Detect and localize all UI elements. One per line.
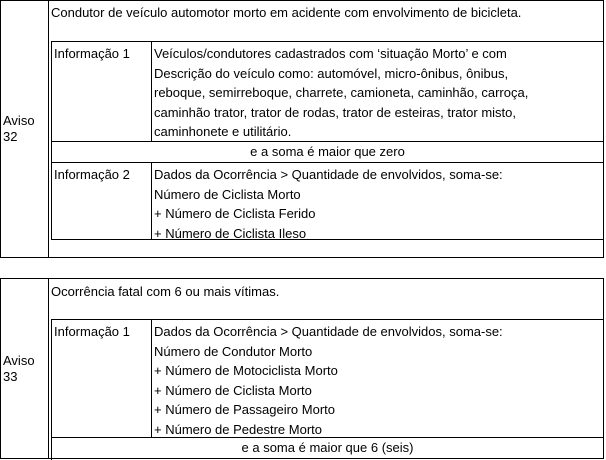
aviso-32-title: Condutor de veículo automotor morto em acidente com envolvimento de bicicleta. — [51, 5, 522, 20]
aviso-label-word: Aviso — [3, 352, 35, 368]
info-1-key: Informação 1 — [52, 320, 152, 437]
aviso-33-label — [1, 279, 49, 458]
info-2-line: + Número de Ciclista Ileso — [154, 225, 307, 241]
info-1-line: Descrição do veículo como: automóvel, micro-ônibus, ônibus, — [154, 65, 509, 81]
info-1-value — [154, 42, 603, 142]
aviso-32-info-2-row — [52, 163, 603, 240]
aviso-33-title: Ocorrência fatal com 6 ou mais vítimas. — [51, 284, 280, 299]
aviso-label-number: 32 — [3, 129, 18, 144]
info-2-line: + Número de Ciclista Ferido — [154, 206, 316, 222]
aviso-33-info-1-row — [52, 320, 603, 437]
info-1-key: Informação 1 — [52, 42, 152, 141]
info-1-line: Dados da Ocorrência > Quantidade de envolvidos, soma-se: — [154, 324, 503, 339]
info-2-line: Dados da Ocorrência > Quantidade de envolvidos, soma-se: — [154, 167, 503, 182]
info-1-line: + Número de Passageiro Morto — [154, 402, 336, 418]
aviso-32-info-1-row — [52, 42, 603, 141]
info-1-line: caminhonete e utilitário. — [154, 124, 292, 140]
info-1-line: reboque, semirreboque, charrete, camioneta, caminhão, carroça, — [154, 85, 529, 101]
aviso-33-block — [0, 278, 604, 459]
info-1-line: + Número de Ciclista Morto — [154, 382, 312, 398]
aviso-label-number: 33 — [3, 368, 18, 384]
info-2-value — [154, 163, 603, 243]
aviso-32-label — [1, 1, 49, 257]
info-2-line: Número de Ciclista Morto — [154, 186, 301, 202]
aviso-32-content — [49, 1, 603, 257]
info-1-value — [154, 320, 603, 440]
aviso-32-info-table — [51, 41, 603, 240]
info-1-line: Número de Condutor Morto — [154, 343, 313, 359]
info-1-line: + Número de Motociclista Morto — [154, 363, 338, 379]
aviso-33-content — [49, 279, 603, 458]
aviso-33-sum-row: e a soma é maior que 6 (seis) — [52, 437, 603, 459]
aviso-label-word: Aviso — [3, 113, 35, 128]
info-2-key: Informação 2 — [52, 163, 152, 240]
aviso-33-info-table — [51, 319, 603, 460]
info-1-line: + Número de Pedestre Morto — [154, 421, 322, 437]
aviso-32-sum-row: e a soma é maior que zero — [52, 141, 603, 163]
info-1-line: Veículos/condutores cadastrados com ‘situação Morto’ e com — [154, 46, 507, 61]
info-1-line: caminhão trator, trator de rodas, trator de esteiras, trator misto, — [154, 104, 516, 120]
